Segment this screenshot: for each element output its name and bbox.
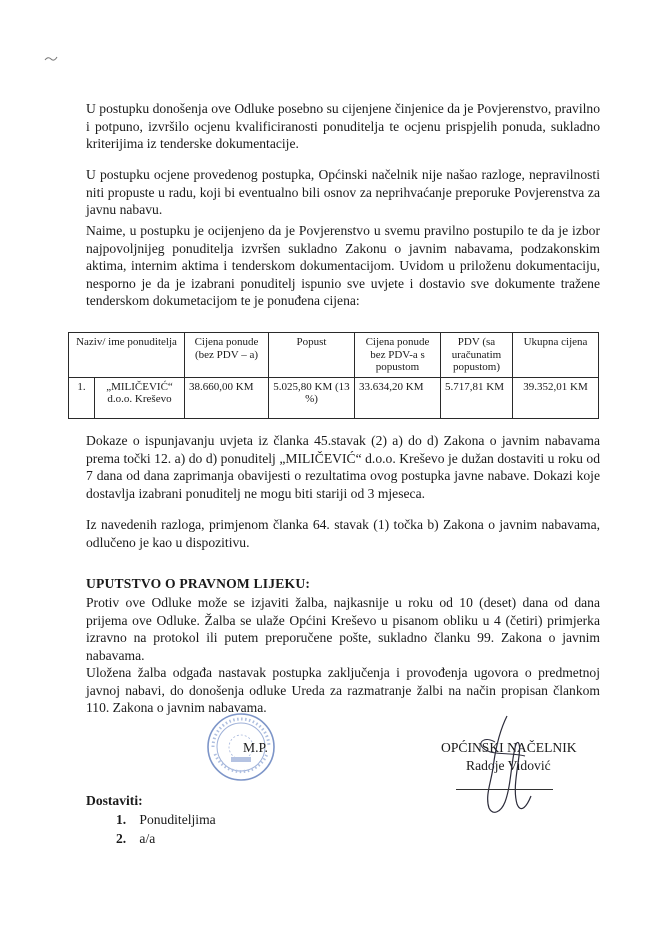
header-offer-price: Cijena ponude (bez PDV – a) <box>185 333 269 378</box>
cell-offer-price: 38.660,00 KM <box>185 377 269 418</box>
table-row <box>69 377 599 418</box>
table-header-row <box>69 333 599 378</box>
paragraph-evidence-deadline: Dokaze o ispunjavanju uvjeta iz članka 45.stavak (2) a) do d) Zakona o javnim nabavama prema točki 12. a) do d) ponuditelj „MILIČEVIĆ“ d.o.o. Kreševo je dužan dostaviti u roku od 7 dana od dana zaprimanja obavijesti o rezultatima ovog postupka javne nabave. Dokazi koje dostavlja izabrani ponuditelj ne mogu biti stariji od 3 mjeseca. <box>86 433 600 501</box>
header-total: Ukupna cijena <box>513 333 599 378</box>
list-item <box>116 810 216 829</box>
handwritten-signature-icon <box>455 712 565 820</box>
list-item-number: 2. <box>116 831 127 846</box>
corner-mark-icon <box>44 54 58 64</box>
cell-vat: 5.717,81 KM <box>441 377 513 418</box>
paragraph-commission-evaluation: U postupku donošenja ove Odluke posebno su cijenjene činjenice da je Povjerenstvo, pravilno i potpuno, izvršilo ocjenu kvalificiranosti ponuditelja te ocjenu prispjelih ponuda, sukladno kriterijima iz tenderske dokumentacije. <box>86 101 600 152</box>
header-vat: PDV (sa uračunatim popustom) <box>441 333 513 378</box>
legal-remedy-heading: UPUTSTVO O PRAVNOM LIJEKU: <box>86 576 311 591</box>
list-item-text: Ponuditeljima <box>139 812 216 827</box>
paragraph-selection-justification: Naime, u postupku je ocijenjeno da je Povjerenstvo u svemu pravilno postupilo te da je izbor najpovoljnijeg ponuditelja izvršen sukladno Zakonu o javnim nabavama, podzakonskim aktima, internim aktima i tenderskom dokumentacijom. Uvidom u priloženu dokumentaciju, nesporno je da je izabrani ponuditelj ispunio sve uvjete i dostavio sve dokumente tražene tenderskom dokumetacijom te je ponuđena cijena: <box>86 223 600 309</box>
cell-net-price: 33.634,20 KM <box>355 377 441 418</box>
cell-total: 39.352,01 KM <box>513 377 599 418</box>
stamp-label: M.P. <box>243 740 268 755</box>
header-net-price: Cijena ponude bez PDV-a s popustom <box>355 333 441 378</box>
paragraph-decision-basis: Iz navedenih razloga, primjenom članka 64. stavak (1) točka b) Zakona o javnim nabavama, odlučeno je kao u dispozitivu. <box>86 517 600 550</box>
cell-row-number: 1. <box>69 377 95 418</box>
cell-bidder-name: „MILIČEVIĆ“ d.o.o. Kreševo <box>95 377 185 418</box>
mayor-name: Radoje Vidović <box>466 758 551 773</box>
cell-discount: 5.025,80 KM (13 %) <box>269 377 355 418</box>
list-item-number: 1. <box>116 812 127 827</box>
header-bidder-name: Naziv/ ime ponuditelja <box>69 333 185 378</box>
paragraph-appeal-effect: Uložena žalba odgađa nastavak postupka zaključenja i provođenja ugovora o predmetnoj javnoj nabavi, do donošenja odluke Ureda za razmatranje žalbi na način propisan člankom 110. Zakona o javnim nabavama. <box>86 665 600 716</box>
delivery-list <box>116 810 216 848</box>
paragraph-mayor-review: U postupku ocjene provedenog postupka, Općinski načelnik nije našao razloge, nepravilnosti niti propuste u radu, koji bi eventualno bili osnov za neprihvaćanje preporuke Povjerenstva za javnu nabavu. <box>86 167 600 218</box>
delivery-label: Dostaviti: <box>86 793 143 808</box>
paragraph-appeal-instructions: Protiv ove Odluke može se izjaviti žalba, najkasnije u roku od 10 (deset) dana od dana prijema ove Odluke. Žalba se ulaže Općini Kreševo u pisanom obliku u 4 (četiri) primjerka izravno na protokol ili putem preporučene pošte, sukladno članku 99. Zakona o javnim nabavama. <box>86 595 600 663</box>
header-discount: Popust <box>269 333 355 378</box>
mayor-title: OPĆINSKI NAČELNIK <box>441 740 577 755</box>
list-item <box>116 829 216 848</box>
offer-table <box>68 332 599 419</box>
list-item-text: a/a <box>139 831 156 846</box>
signature-line <box>456 789 553 790</box>
